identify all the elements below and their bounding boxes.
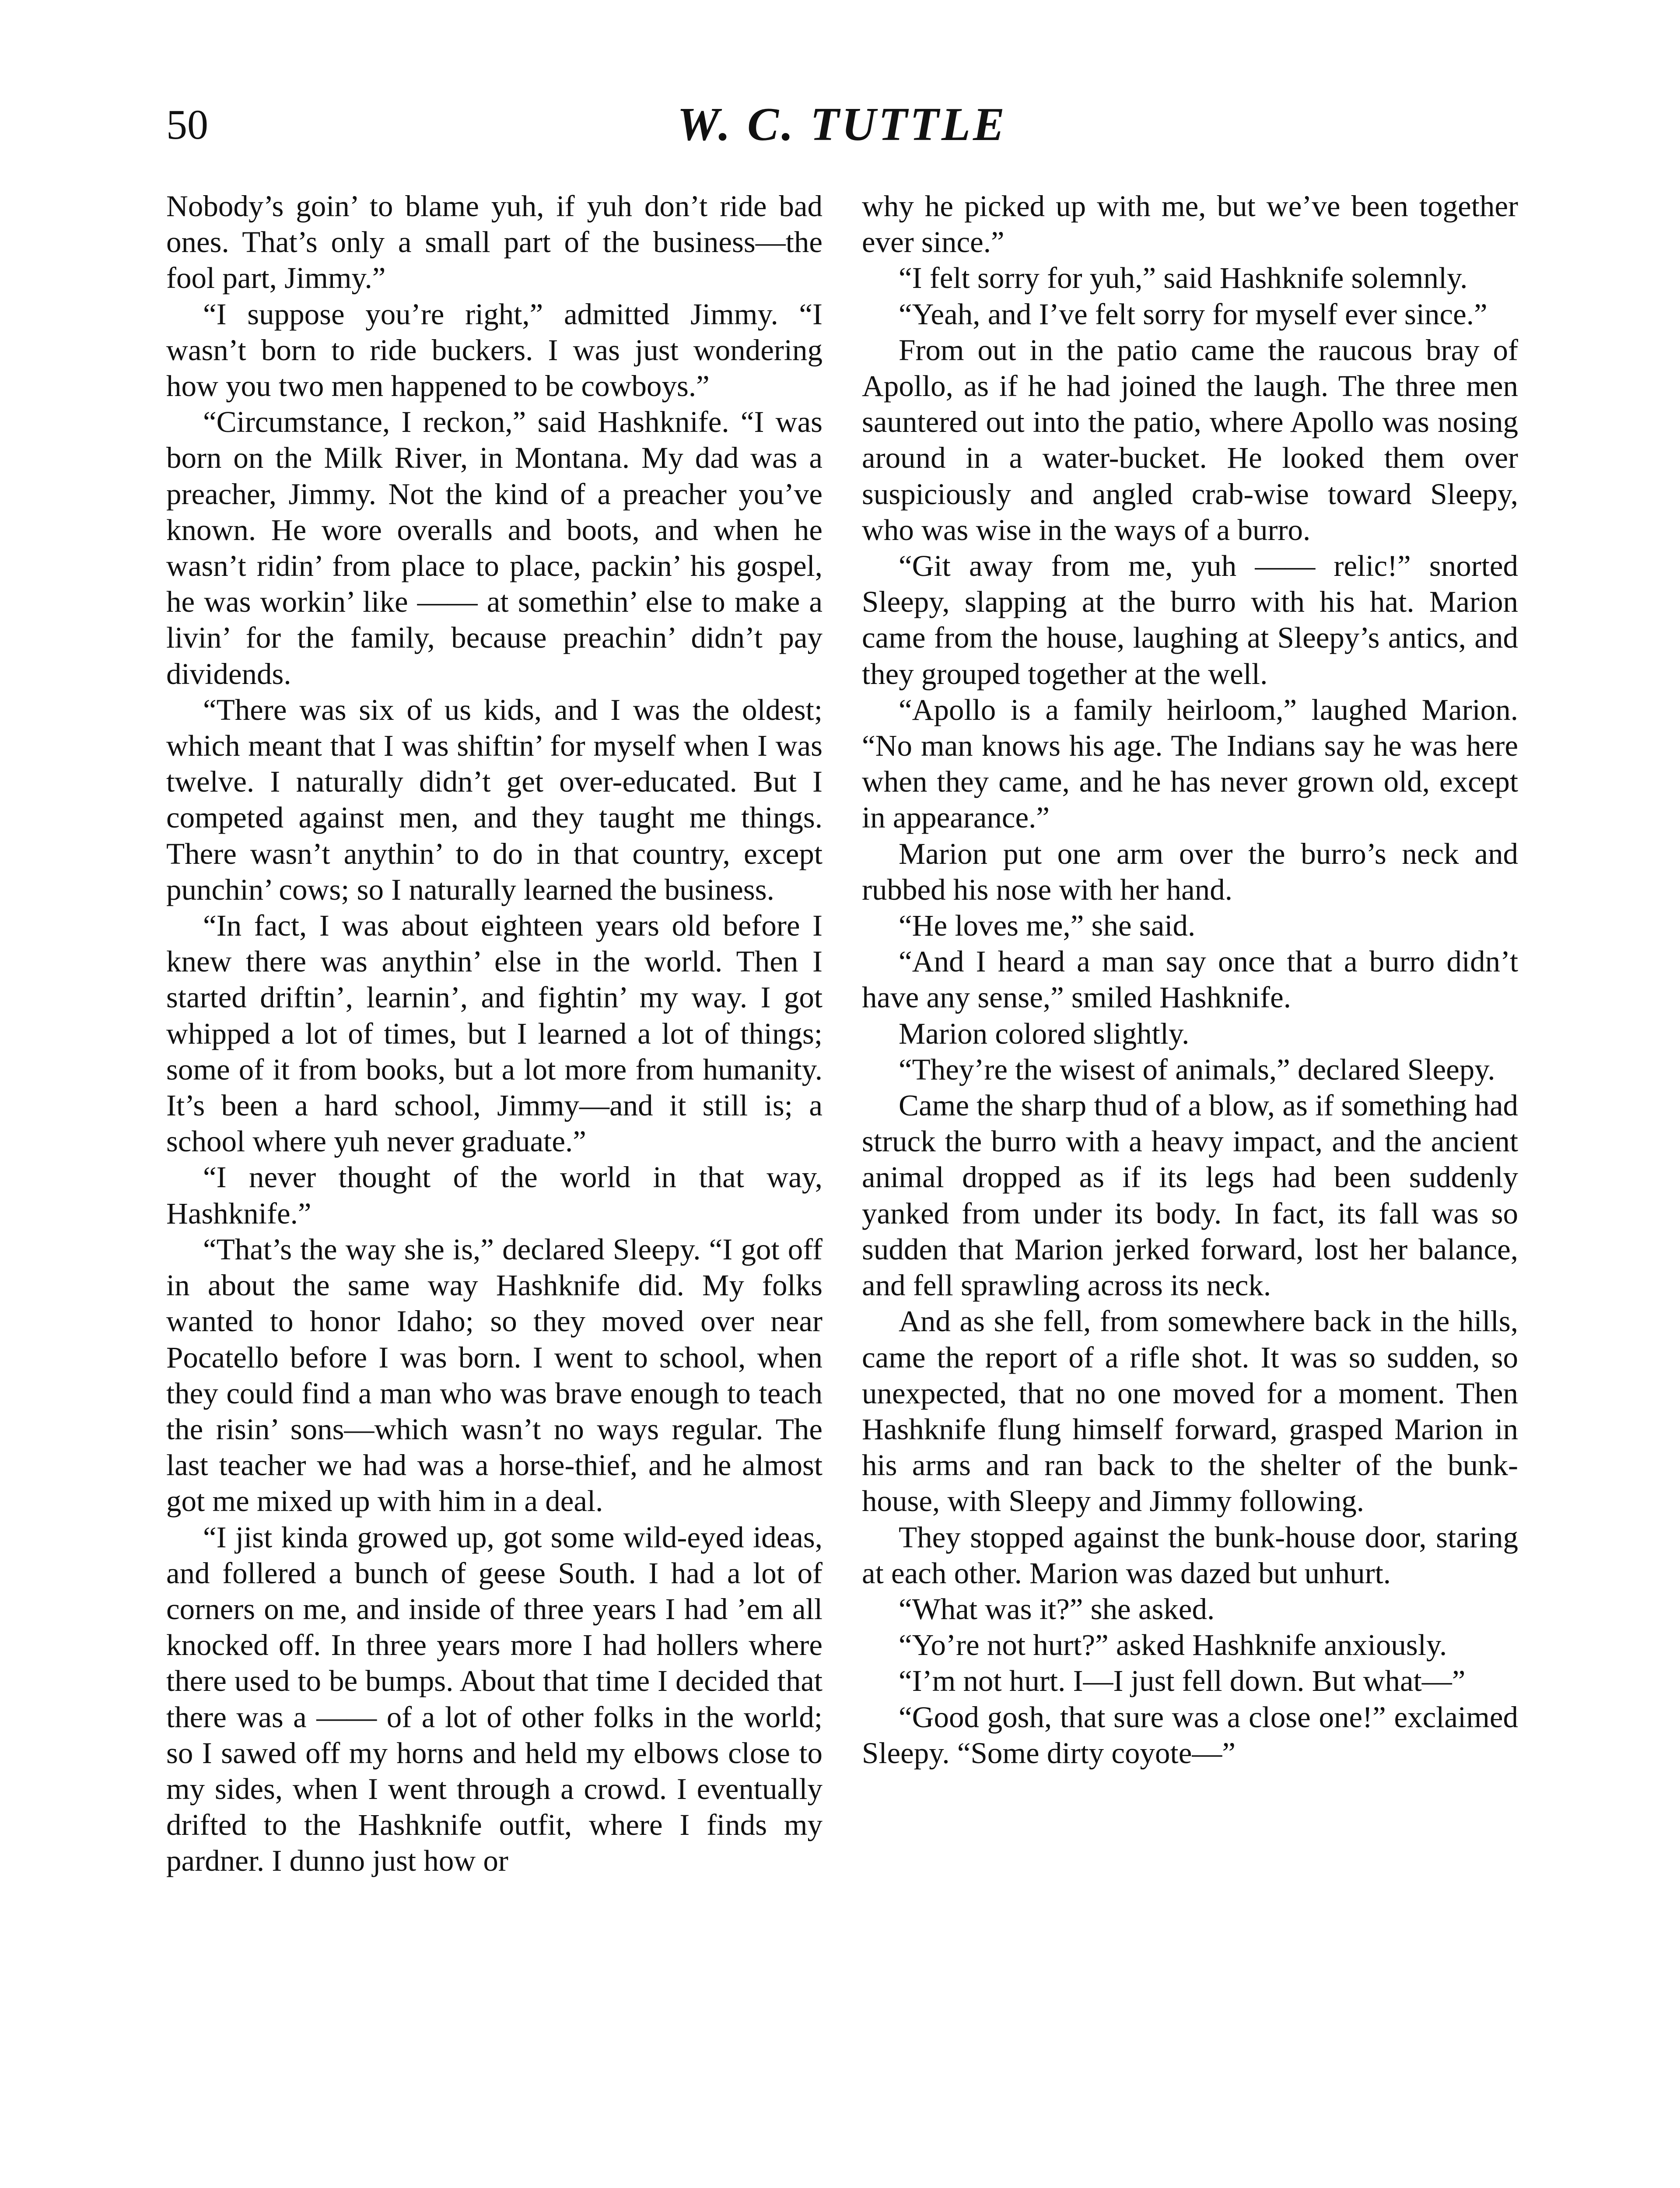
paragraph: “Circumstance, I reckon,” said Hashknife. “I was born on the Milk River, in Montana. My dad was a preacher, Jimmy. Not the kind of a preacher you’ve known. He wore overalls and boots, and when he wasn’t ridin’ from place to place, packin’ his gospel, he was workin’ like —— at somethin’ else to make a livin’ for the family, because preachin’ didn’t pay dividends. (166, 405, 822, 691)
paragraph: “Yo’re not hurt?” asked Hashknife anxiously. (899, 1628, 1447, 1662)
paragraph: why he picked up with me, but we’ve been together ever since.” (862, 189, 1518, 259)
running-title: W. C. TUTTLE (677, 98, 1007, 151)
left-column (166, 188, 822, 2188)
paragraph: Nobody’s goin’ to blame yuh, if yuh don’t ride bad ones. That’s only a small part of the business—the fool part, Jimmy.” (166, 189, 822, 295)
paragraph: Marion colored slightly. (899, 1017, 1190, 1050)
text-columns (166, 188, 1518, 2188)
paragraph: “I jist kinda growed up, got some wild-eyed ideas, and follered a bunch of geese South. I had a lot of corners on me, and inside of three years I had ’em all knocked off. In three years more I had hollers where there used to be bumps. About that time I decided that there was a —— of a lot of other folks in the world; so I sawed off my horns and held my elbows close to my sides, when I went through a crowd. I eventually drifted to the Hashknife outfit, where I finds my pardner. I dunno just how or (166, 1520, 822, 1878)
paragraph: “I felt sorry for yuh,” said Hashknife solemnly. (899, 261, 1468, 295)
paragraph: From out in the patio came the raucous bray of Apollo, as if he had joined the laugh. The three men sauntered out into the patio, where Apollo was nosing around in a water-bucket. He looked them over suspiciously and angled crab-wise toward Sleepy, who was wise in the ways of a burro. (862, 333, 1518, 547)
paragraph: They stopped against the bunk-house door, staring at each other. Marion was dazed but unhurt. (862, 1520, 1518, 1590)
paragraph: “And I heard a man say once that a burro didn’t have any sense,” smiled Hashknife. (862, 945, 1518, 1014)
page-header (166, 96, 1518, 166)
paragraph: “In fact, I was about eighteen years old before I knew there was anythin’ else in the world. Then I started driftin’, learnin’, and fightin’ my way. I got whipped a lot of times, but I learned a lot of things; some of it from books, but a lot more from humanity. It’s been a hard school, Jimmy—and it still is; a school where yuh never graduate.” (166, 909, 822, 1158)
paragraph: “He loves me,” she said. (899, 909, 1196, 943)
paragraph: “There was six of us kids, and I was the oldest; which meant that I was shiftin’ for myself when I was twelve. I naturally didn’t get over-educated. But I competed against men, and they taught me things. There wasn’t anythin’ to do in that country, except punchin’ cows; so I naturally learned the business. (166, 693, 822, 906)
paragraph: “What was it?” she asked. (899, 1592, 1215, 1626)
paragraph: Marion put one arm over the burro’s neck and rubbed his nose with her hand. (862, 837, 1518, 906)
paragraph: “I’m not hurt. I—I just fell down. But what—” (899, 1664, 1466, 1698)
paragraph: “That’s the way she is,” declared Sleepy. “I got off in about the same way Hashknife did. My folks wanted to honor Idaho; so they moved over near Pocatello before I was born. I went to school, when they could find a man who was brave enough to teach the risin’ sons—which wasn’t no ways regular. The last teacher we had was a horse-thief, and he almost got me mixed up with him in a deal. (166, 1232, 822, 1518)
right-column (862, 188, 1518, 2188)
paragraph: And as she fell, from somewhere back in the hills, came the report of a rifle shot. It was so sudden, so unexpected, that no one moved for a moment. Then Hashknife flung himself forward, grasped Marion in his arms and ran back to the shelter of the bunk-house, with Sleepy and Jimmy following. (862, 1304, 1518, 1518)
paragraph: “Good gosh, that sure was a close one!” exclaimed Sleepy. “Some dirty coyote—” (862, 1700, 1518, 1770)
paragraph: “Git away from me, yuh —— relic!” snorted Sleepy, slapping at the burro with his hat. Marion came from the house, laughing at Sleepy’s antics, and they grouped together at the well. (862, 549, 1518, 691)
paragraph: “I never thought of the world in that way, Hashknife.” (166, 1161, 822, 1230)
page-number: 50 (166, 101, 208, 148)
paragraph: “They’re the wisest of animals,” declared Sleepy. (899, 1052, 1495, 1086)
paragraph: “Apollo is a family heirloom,” laughed Marion. “No man knows his age. The Indians say he was here when they came, and he has never grown old, except in appearance.” (862, 693, 1518, 835)
paragraph: “Yeah, and I’ve felt sorry for myself ever since.” (899, 297, 1488, 331)
paragraph: “I suppose you’re right,” admitted Jimmy. “I wasn’t born to ride buckers. I was just wondering how you two men happened to be cowboys.” (166, 297, 822, 403)
paragraph: Came the sharp thud of a blow, as if something had struck the burro with a heavy impact, and the ancient animal dropped as if its legs had been suddenly yanked from under its body. In fact, its fall was so sudden that Marion jerked forward, lost her balance, and fell sprawling across its neck. (862, 1089, 1518, 1302)
